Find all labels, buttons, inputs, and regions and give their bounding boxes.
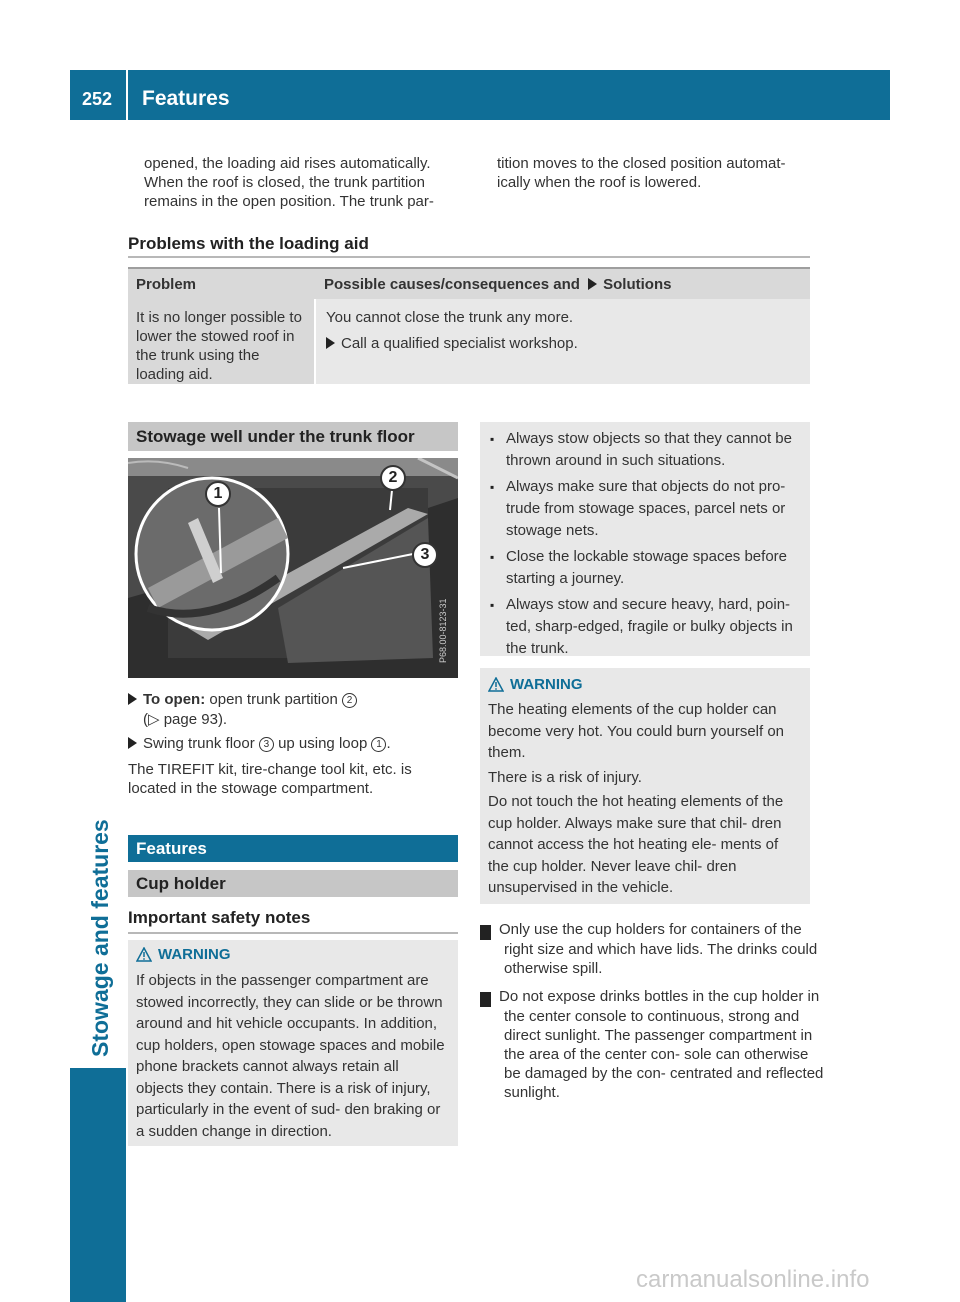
- warning-text: If objects in the passenger compartment are stowed incorrectly, they can slide or be thrown around and hit vehicle occupants. In addition, cup holders, open stowage spaces and mobile phone brackets cannot always retain all objects they contain. There is a risk of injury, particularly in the event of sud- den braking or a sudden change in direction.: [136, 972, 445, 1140]
- warning-text-2: There is a risk of injury.: [488, 768, 642, 786]
- arrow-icon: [128, 693, 137, 705]
- step-swing: Swing trunk floor 3 up using loop 1 .: [128, 734, 458, 753]
- ref-circle-3: 3: [259, 737, 274, 752]
- note-2: [471, 987, 829, 1102]
- features-bar: Features: [128, 835, 458, 862]
- warning-box-2: [480, 668, 810, 904]
- table-header-problem: Problem: [136, 276, 197, 293]
- list-item: ▪ Always stow and secure heavy, hard, poin- ted, sharp-edged, fragile or bulky objects in the trunk.: [488, 594, 802, 660]
- warning-title: [488, 675, 802, 694]
- cup-holder-bar: Cup holder: [128, 870, 458, 897]
- warning-label: WARNING: [510, 676, 583, 693]
- step-swing-mid: up using loop: [278, 735, 368, 752]
- table-header-solutions-label: Solutions: [603, 276, 672, 293]
- header-divider: [126, 70, 128, 120]
- warning-title: [136, 945, 450, 964]
- page-ref-icon: ▷: [148, 711, 160, 728]
- exclamation-icon: !: [480, 992, 491, 1007]
- warning-icon: [136, 947, 152, 962]
- heading-rule: [128, 932, 458, 934]
- stowage-heading: Stowage well under the trunk floor: [128, 422, 458, 451]
- trunk-illustration-svg: [128, 458, 458, 678]
- table-cell-problem: [128, 299, 314, 384]
- arrow-icon: [588, 278, 597, 290]
- heading-rule: [128, 256, 810, 258]
- problem-text: It is no longer possible to lower the stowed roof in the trunk using the loading aid.: [136, 309, 302, 383]
- warning-label: WARNING: [158, 946, 231, 963]
- trunk-floor-illustration: [128, 458, 458, 678]
- side-chapter-tab: [70, 1068, 126, 1302]
- intro-left-text: opened, the loading aid rises automatically. When the roof is closed, the trunk partition remains in the open position. The trunk par-: [144, 155, 434, 210]
- solution-step: [326, 334, 810, 353]
- tirefit-text: The TIREFIT kit, tire-change tool kit, etc. is located in the stowage compartment.: [128, 761, 412, 797]
- table-cell-solution: [314, 299, 810, 384]
- step-swing-text: Swing trunk floor: [143, 735, 255, 752]
- image-code: P68.00-8123-31: [438, 598, 448, 663]
- table-header-causes: Possible causes/consequences and: [324, 276, 580, 293]
- step-open-text: open trunk partition: [209, 691, 338, 708]
- table-row: [128, 299, 810, 384]
- note-1-text: Only use the cup holders for containers of the right size and which have lids. The drinks could otherwise spill.: [499, 921, 818, 977]
- step-open: [128, 690, 458, 709]
- page-ref-link[interactable]: page 93).: [163, 711, 228, 728]
- list-item: ▪ Close the lockable stowage spaces before starting a journey.: [488, 546, 802, 590]
- warning-text-1: The heating elements of the cup holder can become very hot. You could burn yourself on them.: [488, 701, 785, 761]
- step-open-label: To open:: [143, 691, 206, 708]
- table-header-solutions: [314, 269, 810, 299]
- problems-table: [128, 267, 810, 384]
- note-1: [471, 920, 829, 978]
- arrow-icon: [128, 737, 137, 749]
- list-item: ▪ Always make sure that objects do not pro- trude from stowage spaces, parcel nets or stowage nets.: [488, 476, 802, 542]
- note-2-text: Do not expose drinks bottles in the cup holder in the center console to continuous, strong and direct sunlight. The passenger compartment in the area of the center con- sole can otherwise be damaged by the con- centrated and reflected sunlight.: [499, 988, 824, 1101]
- callout-2: 2: [380, 465, 406, 491]
- ref-circle-2: 2: [342, 693, 357, 708]
- page-number: 252: [82, 89, 113, 109]
- arrow-icon: [326, 337, 335, 349]
- safety-heading: Important safety notes: [128, 908, 311, 927]
- solution-text: Call a qualified specialist workshop.: [341, 335, 578, 352]
- side-chapter-label: Stowage and features: [87, 819, 113, 1057]
- ref-circle-1: 1: [371, 737, 386, 752]
- warning-text-3: Do not touch the hot heating elements of the cup holder. Always make sure that chil- dren cannot access the hot heating ele- ments of the cup holder. Never leave chil- dren unsupervised in the vehicle.: [488, 793, 784, 896]
- problems-heading: Problems with the loading aid: [128, 234, 369, 253]
- warning-icon: [488, 677, 504, 692]
- exclamation-icon: !: [480, 925, 491, 940]
- callout-1: 1: [205, 481, 231, 507]
- cause-text: You cannot close the trunk any more.: [326, 309, 574, 326]
- table-header-row: [128, 267, 810, 299]
- page-ref: (▷ page 93).: [143, 711, 228, 728]
- list-item: ▪ Always stow objects so that they cannot be thrown around in such situations.: [488, 428, 802, 472]
- intro-right-text: tition moves to the closed position automat- ically when the roof is lowered.: [497, 155, 786, 191]
- callout-3: 3: [412, 542, 438, 568]
- watermark: carmanualsonline.info: [636, 1266, 870, 1293]
- warning-box-1: [128, 940, 458, 1146]
- page-title: Features: [142, 87, 230, 110]
- bullet-box: [480, 422, 810, 656]
